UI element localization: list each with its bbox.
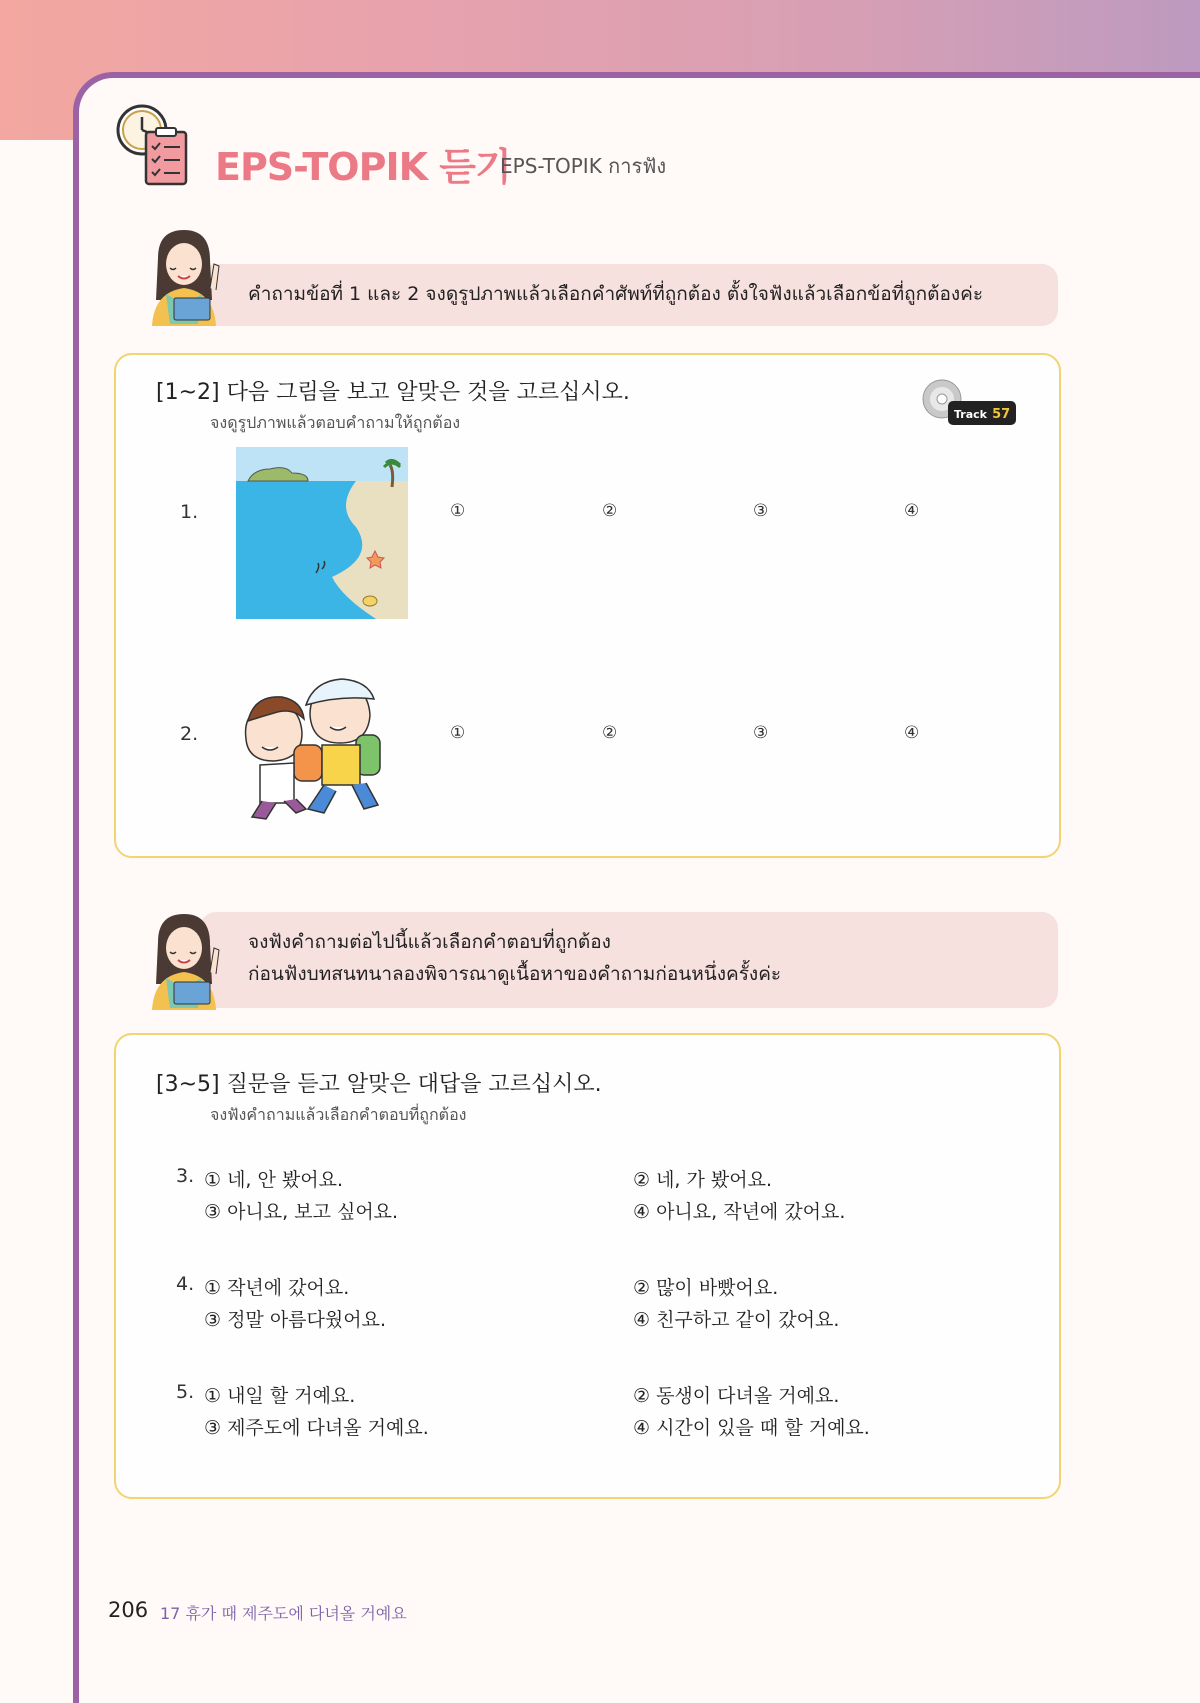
question-number-5: 5. (176, 1381, 195, 1403)
teacher-icon (140, 912, 232, 1010)
question-subtitle: จงดูรูปภาพแล้วตอบคำถามให้ถูกต้อง (210, 413, 461, 432)
page-number: 206 (108, 1598, 149, 1622)
q2-option-3[interactable]: ③ (753, 723, 769, 743)
q3-answer-1[interactable]: ① 네, 안 봤어요. (204, 1169, 344, 1191)
q4-answer-1[interactable]: ① 작년에 갔어요. (204, 1277, 350, 1299)
q3-answer-2[interactable]: ② 네, 가 봤어요. (633, 1169, 773, 1191)
page-title: EPS-TOPIK 듣기 (215, 145, 511, 189)
q1-option-2[interactable]: ② (602, 501, 618, 521)
audio-track-button[interactable] (922, 379, 1018, 422)
instruction-text: คำถามข้อที่ 1 และ 2 จงดูรูปภาพแล้วเลือกคำศัพท์ที่ถูกต้อง ตั้งใจฟังแล้วเลือกข้อที่ถูกต้องค่ะ (248, 283, 984, 305)
track-label (948, 401, 1016, 425)
q5-answer-4[interactable]: ④ 시간이 있을 때 할 거예요. (633, 1417, 870, 1439)
chapter-title: 17 휴가 때 제주도에 다녀올 거예요 (160, 1604, 407, 1623)
clock-checklist-icon (112, 102, 198, 188)
q2-option-4[interactable]: ④ (904, 723, 920, 743)
q5-answer-2[interactable]: ② 동생이 다녀올 거예요. (633, 1385, 840, 1407)
q3-answer-3[interactable]: ③ 아니요, 보고 싶어요. (204, 1201, 399, 1223)
question-number-1: 1. (180, 501, 199, 523)
hikers-image (240, 669, 388, 821)
question-subtitle: จงฟังคำถามแล้วเลือกคำตอบที่ถูกต้อง (210, 1105, 467, 1124)
question-number-3: 3. (176, 1165, 195, 1187)
question-number-2: 2. (180, 723, 199, 745)
question-title: [3~5] 질문을 듣고 알맞은 대답을 고르십시오. (156, 1072, 602, 1097)
beach-image (236, 447, 408, 619)
track-number: 57 (992, 407, 1011, 422)
question-box-1 (114, 353, 1061, 858)
track-text: Track (954, 408, 987, 421)
instruction-banner-1 (140, 228, 1058, 328)
q5-answer-1[interactable]: ① 내일 할 거예요. (204, 1385, 356, 1407)
q1-option-1[interactable]: ① (450, 501, 466, 521)
teacher-icon (140, 228, 232, 326)
q4-answer-3[interactable]: ③ 정말 아름다웠어요. (204, 1309, 386, 1331)
page-subtitle: EPS-TOPIK การฟัง (500, 154, 667, 178)
question-title: [1~2] 다음 그림을 보고 알맞은 것을 고르십시오. (156, 380, 630, 405)
q1-option-4[interactable]: ④ (904, 501, 920, 521)
instruction-text-line-2: ก่อนฟังบทสนทนาลองพิจารณาดูเนื้อหาของคำถามก่อนหนึ่งครั้งค่ะ (248, 963, 782, 985)
q3-answer-4[interactable]: ④ 아니요, 작년에 갔어요. (633, 1201, 846, 1223)
q1-option-3[interactable]: ③ (753, 501, 769, 521)
q2-option-2[interactable]: ② (602, 723, 618, 743)
q5-answer-3[interactable]: ③ 제주도에 다녀올 거예요. (204, 1417, 429, 1439)
q4-answer-4[interactable]: ④ 친구하고 같이 갔어요. (633, 1309, 840, 1331)
instruction-banner-2 (140, 908, 1058, 1016)
instruction-text-line-1: จงฟังคำถามต่อไปนี้แล้วเลือกคำตอบที่ถูกต้อง (248, 931, 611, 953)
question-box-2 (114, 1033, 1061, 1499)
q2-option-1[interactable]: ① (450, 723, 466, 743)
q4-answer-2[interactable]: ② 많이 바빴어요. (633, 1277, 779, 1299)
question-number-4: 4. (176, 1273, 195, 1295)
